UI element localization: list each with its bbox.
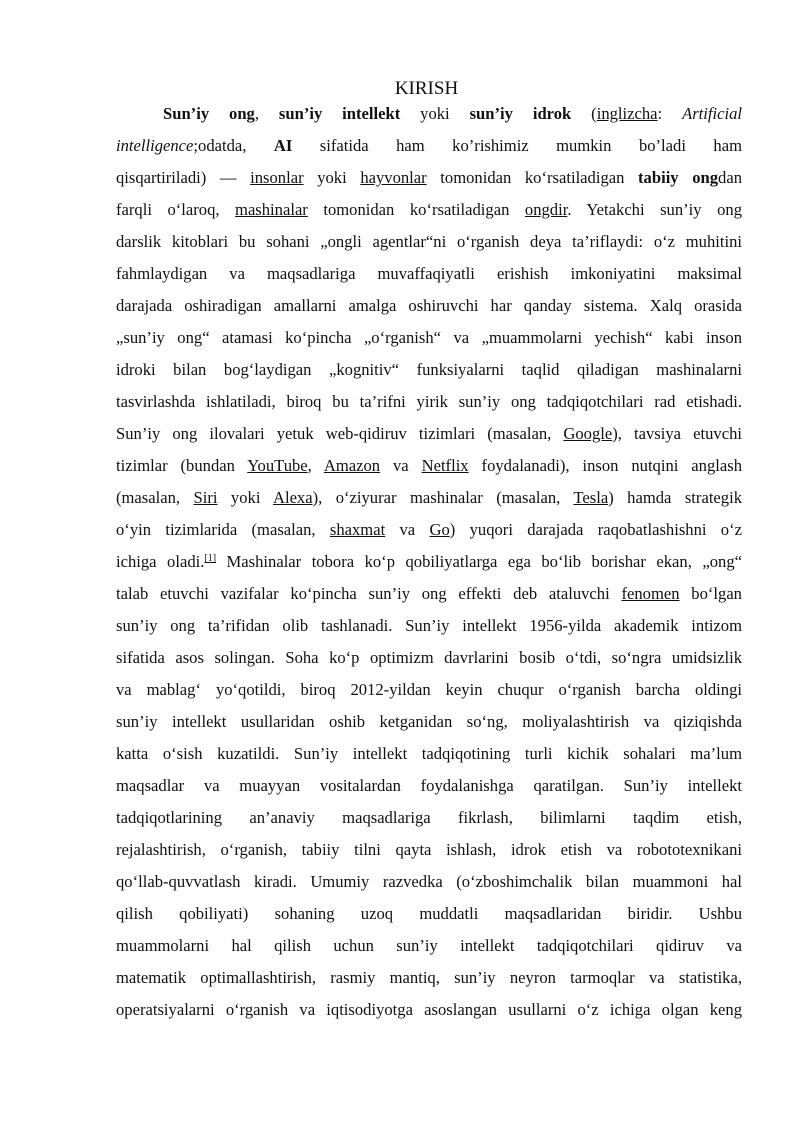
text-run: talab etuvchi vazifalar ko‘pincha sun’iy ong effekti deb ataluvchi (116, 584, 622, 603)
link-amazon[interactable]: Amazon (323, 456, 381, 475)
paragraph-line (116, 168, 742, 198)
text-run: Sun’iy ong ilovalari yetuk web-qidiruv tizimlari (masalan, (116, 424, 564, 443)
text-run: qisqartiriladi) — (116, 168, 251, 187)
paragraph-line: darslik kitoblari bu sohani „ongli agentlar“ni o‘rganish deya ta’riflaydi: o‘z muhitini (116, 232, 742, 251)
footnote-ref-1[interactable]: [1] (204, 553, 217, 564)
link-google[interactable]: Google (563, 424, 613, 443)
link-fenomen[interactable]: fenomen (621, 584, 680, 603)
paragraph-line: operatsiyalarni o‘rganish va iqtisodiyotga asoslangan usullarni o‘z ichiga olgan keng (116, 1000, 742, 1019)
bold-term: tabiiy ong (638, 168, 719, 187)
text-run: tomonidan ko‘rsatiladigan (426, 168, 639, 187)
text-run: ) hamda strategik (608, 488, 742, 507)
text-run: . Yetakchi sun’iy ong (567, 200, 742, 219)
paragraph-line: tasvirlashda ishlatiladi, biroq bu ta’rifni yirik sun’iy ong tadqiqotchilari rad etishadi. (116, 392, 742, 411)
paragraph-line: matematik optimallashtirish, rasmiy mantiq, sun’iy neyron tarmoqlar va statistika, (116, 968, 742, 987)
text-run: ( (571, 104, 597, 123)
paragraph-line: rejalashtirish, o‘rganish, tabiiy tilni qayta ishlash, idrok etish va robototexnikani (116, 840, 742, 859)
paragraph-line (116, 584, 742, 614)
italic-term: intelligence (116, 136, 194, 155)
link-inglizcha[interactable]: inglizcha (596, 104, 658, 123)
paragraph-line: darajada oshiradigan amallarni amalga oshiruvchi har qanday sistema. Xalq orasida (116, 296, 742, 315)
paragraph-line: va mablag‘ yo‘qotildi, biroq 2012-yildan keyin chuqur o‘rganish barcha oldingi (116, 680, 742, 699)
paragraph-line: fahmlaydigan va maqsadlariga muvaffaqiyatli erishish imkoniyatini maksimal (116, 264, 742, 283)
text-run: farqli o‘laroq, (116, 200, 236, 219)
bold-term: Sun’iy ong (163, 104, 255, 123)
text-run: ;odatda, (193, 136, 274, 155)
text-run: dan (718, 168, 742, 187)
link-go[interactable]: Go (429, 520, 450, 539)
paragraph-line (116, 488, 742, 518)
text-run: ), tavsiya etuvchi (612, 424, 742, 443)
link-alexa[interactable]: Alexa (272, 488, 313, 507)
link-ongdir[interactable]: ongdir (524, 200, 568, 219)
paragraph-line (116, 552, 742, 582)
text-run: bo‘lgan (679, 584, 742, 603)
paragraph-line: muammolarni hal qilish uchun sun’iy intellekt tadqiqotchilari qidiruv va (116, 936, 742, 955)
paragraph-line: idroki bilan bog‘laydigan „kognitiv“ funksiyalarni taqlid qiladigan mashinalarni (116, 360, 742, 379)
paragraph-line: qilish qobiliyati) sohaning uzoq muddatli maqsadlaridan biridir. Ushbu (116, 904, 742, 923)
text-run: yoki (400, 104, 470, 123)
text-run: o‘yin tizimlarida (masalan, (116, 520, 330, 539)
bold-term: sun’iy idrok (469, 104, 572, 123)
text-run: yoki (217, 488, 273, 507)
text-run: ) yuqori darajada raqobatlashishni o‘z (449, 520, 742, 539)
text-run: Mashinalar tobora ko‘p qobiliyatlarga ega bo‘lib borishar ekan, „ong“ (216, 552, 742, 571)
link-hayvonlar[interactable]: hayvonlar (360, 168, 427, 187)
italic-term: Artificial (682, 104, 742, 123)
text-run: tomonidan ko‘rsatiladigan (307, 200, 525, 219)
link-tesla[interactable]: Tesla (573, 488, 609, 507)
paragraph-line (116, 136, 742, 166)
text-run: yoki (303, 168, 361, 187)
paragraph-line (163, 104, 742, 134)
paragraph-line (116, 456, 742, 486)
paragraph-line: qo‘llab-quvvatlash kiradi. Umumiy razvedka (o‘zboshimchalik bilan muammoni hal (116, 872, 742, 891)
paragraph-line (116, 520, 742, 550)
text-run: ichiga oladi. (116, 552, 205, 571)
text-run: tizimlar (bundan (116, 456, 248, 475)
paragraph-line: „sun’iy ong“ atamasi ko‘pincha „o‘rganish“ va „muammolarni yechish“ kabi inson (116, 328, 742, 347)
link-siri[interactable]: Siri (193, 488, 218, 507)
paragraph-line: sifatida asos solingan. Soha ko‘p optimizm davrlarini bosib o‘tdi, so‘ngra umidsizlik (116, 648, 742, 667)
link-netflix[interactable]: Netflix (421, 456, 469, 475)
bold-term: sun’iy intellekt (278, 104, 401, 123)
paragraph-line: maqsadlar va muayyan vositalardan foydalanishga qaratilgan. Sun’iy intellekt (116, 776, 742, 795)
paragraph-line: katta o‘sish kuzatildi. Sun’iy intellekt tadqiqotining turli kichik sohalari ma’lum (116, 744, 742, 763)
text-run: (masalan, (116, 488, 194, 507)
text-run: sifatida ham ko’rishimiz mumkin bo’ladi ham (292, 136, 742, 155)
link-insonlar[interactable]: insonlar (250, 168, 304, 187)
text-run: ), o‘ziyurar mashinalar (masalan, (312, 488, 574, 507)
link-mashinalar[interactable]: mashinalar (235, 200, 308, 219)
paragraph-line (116, 424, 742, 454)
link-youtube[interactable]: YouTube (247, 456, 308, 475)
text-run: , (254, 104, 279, 123)
paragraph-line: sun’iy ong ta’rifidan olib tashlanadi. Sun’iy intellekt 1956-yilda akademik intizom (116, 616, 742, 635)
text-run: : (657, 104, 683, 123)
bold-term: AI (273, 136, 293, 155)
text-run: , (307, 456, 324, 475)
text-run: foydalanadi), inson nutqini anglash (468, 456, 742, 475)
page-title: KIRISH (394, 78, 459, 99)
text-run: va (385, 520, 430, 539)
paragraph-line: sun’iy intellekt usullaridan oshib ketganidan so‘ng, moliyalashtirish va qiziqishda (116, 712, 742, 731)
link-shaxmat[interactable]: shaxmat (329, 520, 386, 539)
text-run: va (380, 456, 422, 475)
paragraph-line (116, 200, 742, 230)
paragraph-line: tadqiqotlarining an’anaviy maqsadlariga fikrlash, bilimlarni taqdim etish, (116, 808, 742, 827)
